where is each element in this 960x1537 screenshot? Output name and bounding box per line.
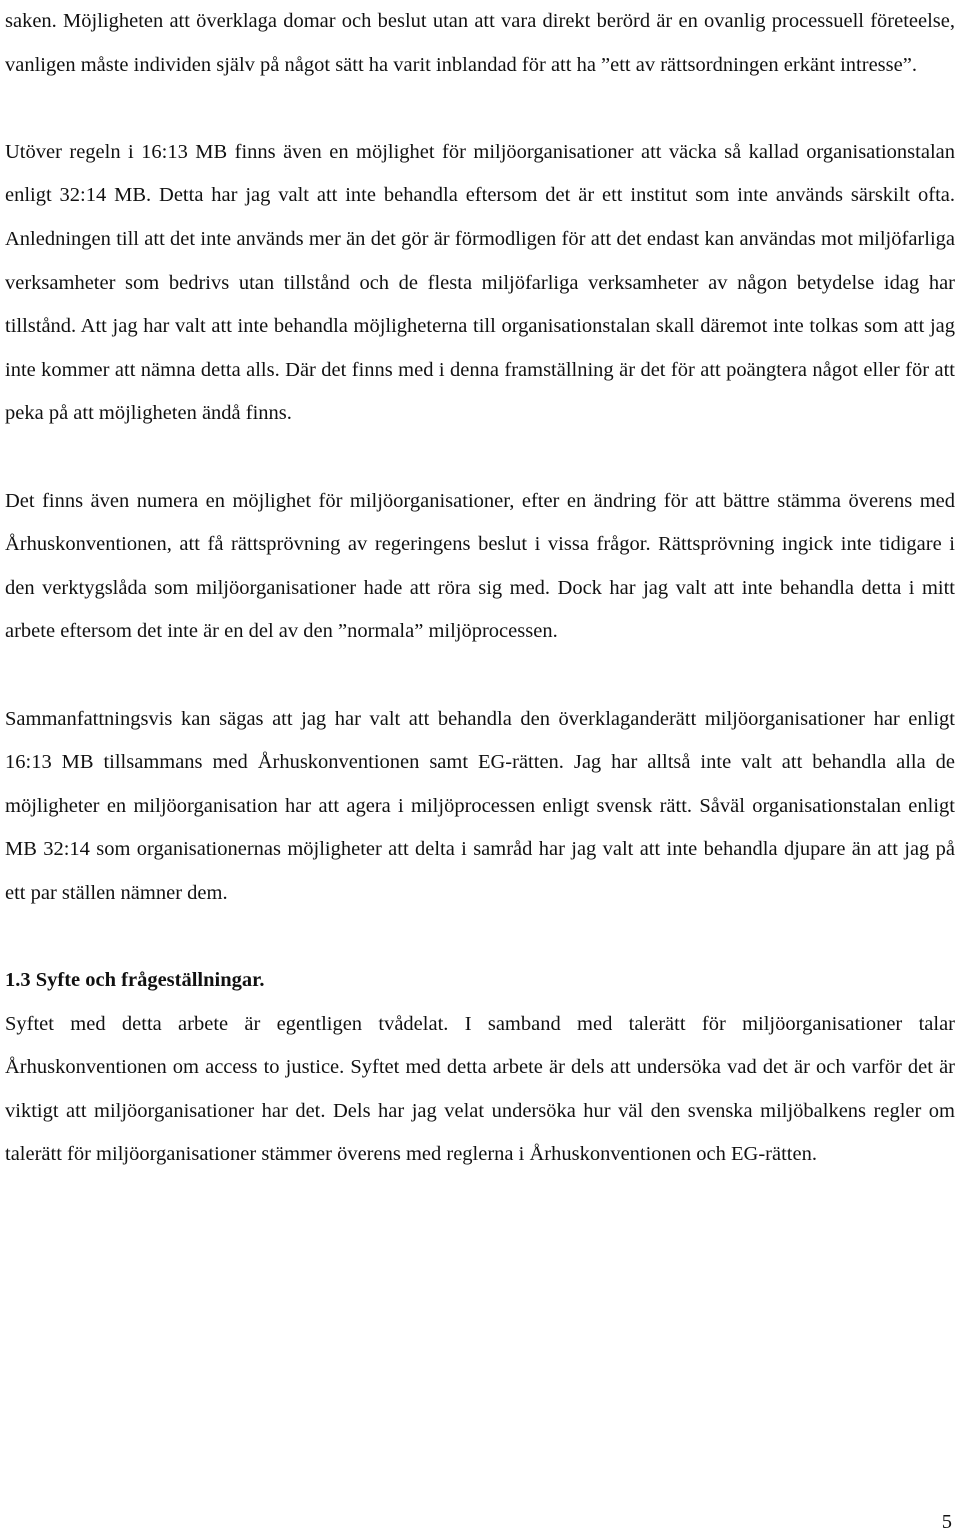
document-page — [5, 0, 955, 1177]
section-heading: 1.3 Syfte och frågeställningar. — [5, 969, 265, 992]
paragraph-1: saken. Möjligheten att överklaga domar och beslut utan att vara direkt berörd är en ovanlig processuell företeelse, vanligen måste individen själv på något sätt ha varit inblandad för att ha ”ett av rättsordningen erkänt intresse”. — [5, 10, 955, 76]
paragraph-2: Utöver regeln i 16:13 MB finns även en möjlighet för miljöorganisationer att väcka så kallad organisationstalan enligt 32:14 MB. Detta har jag valt att inte behandla eftersom det är ett institut som inte används särskilt ofta. Anledningen till att det inte används mer än det gör är förmodligen för att det endast kan användas mot miljöfarliga verksamheter som bedrivs utan tillstånd och de flesta miljöfarliga verksamheter av någon betydelse idag har tillstånd. Att jag har valt att inte behandla möjligheterna till organisationstalan skall däremot inte tolkas som att jag inte kommer att nämna detta alls. Där det finns med i denna framställning är det för att poängtera något eller för att peka på att möjligheten ändå finns. — [5, 140, 955, 425]
page-number: 5 — [941, 1511, 952, 1533]
paragraph-4: Sammanfattningsvis kan sägas att jag har valt att behandla den överklaganderätt miljöorganisationer har enligt 16:13 MB tillsammans med Århuskonventionen samt EG-rätten. Jag har alltså inte valt att behandla alla de möjligheter en miljöorganisation har att agera i miljöprocessen enligt svensk rätt. Såväl organisationstalan enligt MB 32:14 som organisationernas möjligheter att delta i samråd har jag valt att inte behandla djupare än att jag på ett par ställen nämner dem. — [5, 707, 955, 904]
section-paragraph: Syftet med detta arbete är egentligen tvådelat. I samband med talerätt för miljöorganisationer talar Århuskonventionen om access to justice. Syftet med detta arbete är dels att undersöka vad det är och varför det är viktigt att miljöorganisationer har det. Dels har jag velat undersöka hur väl den svenska miljöbalkens regler om talerätt för miljöorganisationer stämmer överens med reglerna i Århuskonventionen och EG-rätten. — [5, 1012, 955, 1166]
paragraph-3: Det finns även numera en möjlighet för miljöorganisationer, efter en ändring för att bättre stämma överens med Århuskonventionen, att få rättsprövning av regeringens beslut i vissa frågor. Rättsprövning ingick inte tidigare i den verktygslåda som miljöorganisationer hade att röra sig med. Dock har jag valt att inte behandla detta i mitt arbete eftersom det inte är en del av den ”normala” miljöprocessen. — [5, 489, 955, 643]
